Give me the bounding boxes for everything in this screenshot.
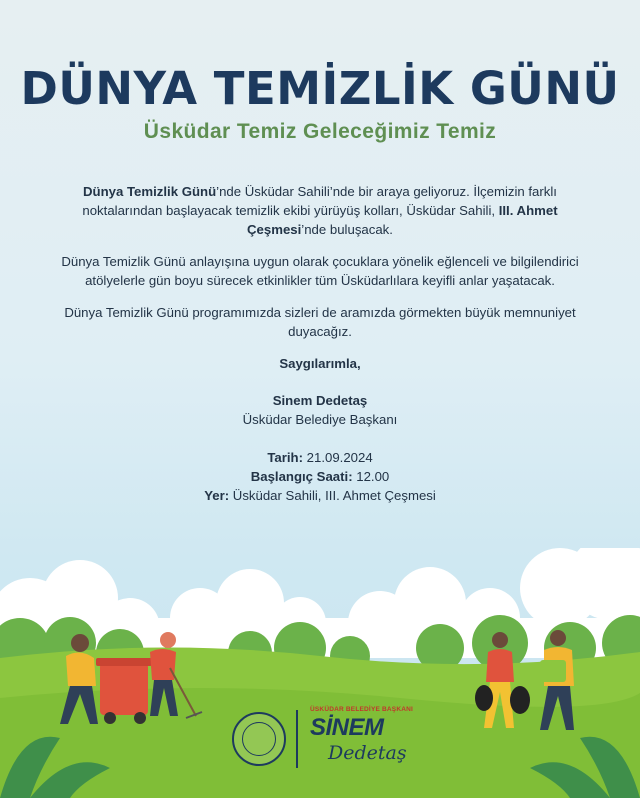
municipality-seal-logo [232, 712, 286, 766]
paragraph-intro [60, 182, 580, 239]
event-details [60, 448, 580, 505]
place-label: Yer: [204, 488, 230, 503]
paragraph-invitation: Dünya Temizlik Günü programımızda sizleri de aramızda görmekten büyük memnuniyet duyacağız. [64, 305, 576, 339]
bold-meeting-point: III. Ahmet Çeşmesi [247, 203, 558, 237]
mayor-brand-name: SİNEM [310, 714, 384, 741]
logos [232, 704, 422, 772]
event-time [60, 467, 580, 486]
paragraph-activities: Dünya Temizlik Günü anlayışına uygun olarak çocuklara yönelik eğlenceli ve bilgilendirici atölyelerle gün boyu sürecek etkinlikler tüm Üsküdarlılara keyifli anlar yaşatacak. [61, 254, 579, 288]
logo-divider [296, 710, 298, 768]
paragraph-intro-text-1: ’nde Üsküdar Sahili’nde bir araya geliyoruz. İlçemizin farklı noktalarından başlayacak temizlik ekibi yürüyüş kolları, Üsküdar Sahili, [82, 184, 557, 218]
page-title: DÜNYA TEMİZLİK GÜNÜ [20, 62, 620, 115]
letter-body [60, 182, 580, 429]
date-value: 21.09.2024 [302, 450, 373, 465]
signer-title: Üsküdar Belediye Başkanı [242, 412, 398, 427]
time-label: Başlangıç Saati: [250, 469, 353, 484]
signer-name-text: Sinem Dedetaş [272, 393, 368, 408]
bold-event-name: Dünya Temizlik Günü [83, 184, 217, 199]
signer-name [60, 391, 580, 410]
event-date [60, 448, 580, 467]
date-label: Tarih: [267, 450, 303, 465]
time-value: 12.00 [352, 469, 390, 484]
event-place [60, 486, 580, 505]
paragraph-intro-text-2: ’nde buluşacak. [301, 222, 393, 237]
page-subtitle: Üsküdar Temiz Geleceğimiz Temiz [143, 120, 497, 143]
closing-text: Saygılarımla, [279, 356, 361, 371]
place-value: Üsküdar Sahili, III. Ahmet Çeşmesi [229, 488, 436, 503]
closing [60, 354, 580, 373]
mayor-brand-caption: ÜSKÜDAR BELEDİYE BAŞKANI [310, 706, 414, 713]
mayor-brand-script: Dedetaş [328, 742, 407, 764]
